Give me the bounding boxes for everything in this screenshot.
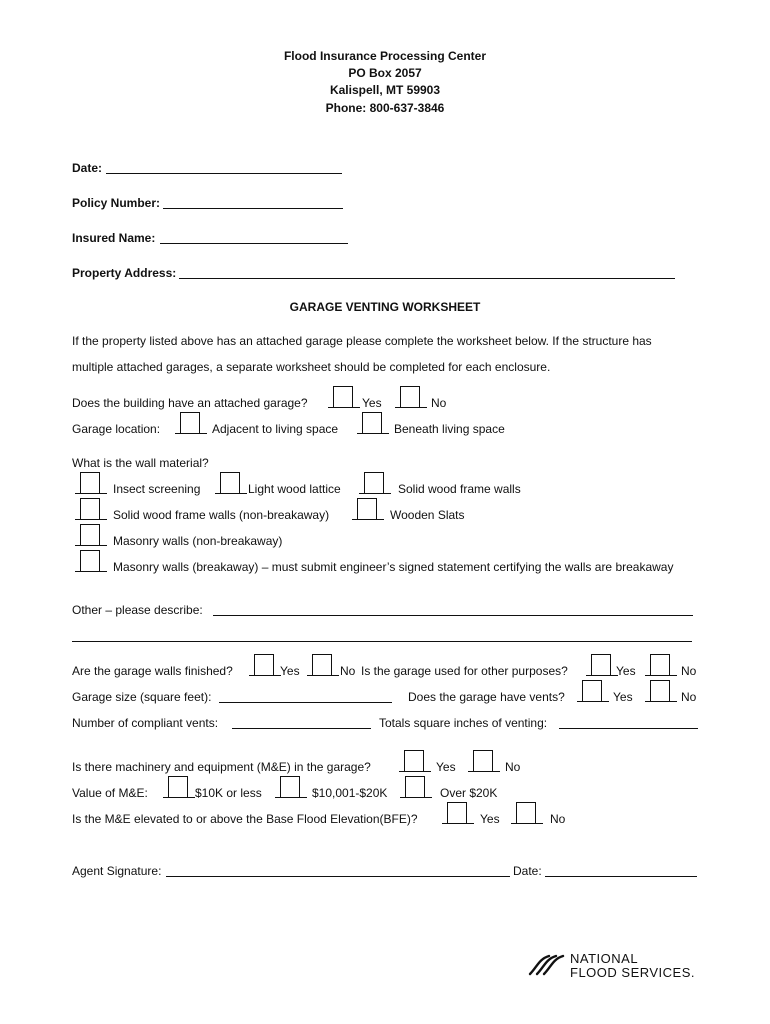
other-field-line-1[interactable] [213,615,693,616]
other-field-line-2[interactable] [72,641,692,642]
location-beneath-checkbox[interactable] [362,412,382,434]
machinery-question: Is there machinery and equipment (M&E) in the garage? [72,760,371,774]
wall-solid-checkbox[interactable] [364,472,384,494]
me-value-10k-checkbox[interactable] [168,776,188,798]
wall-material-question: What is the wall material? [72,456,209,470]
location-adjacent-checkbox[interactable] [180,412,200,434]
walls-finished-question: Are the garage walls finished? [72,664,233,678]
date-label: Date: [72,161,103,175]
insured-name-label: Insured Name: [72,231,156,245]
vents-yes-checkbox[interactable] [582,680,602,702]
date-field[interactable] [106,173,342,174]
compliant-vents-field[interactable] [232,728,371,729]
machinery-yes-checkbox[interactable] [404,750,424,772]
wall-slats-label: Wooden Slats [390,508,465,522]
bfe-yes-label: Yes [480,812,500,826]
attached-yes-checkbox[interactable] [333,386,353,408]
garage-size-label: Garage size (square feet): [72,690,212,704]
finished-no-checkbox[interactable] [312,654,332,676]
agent-signature-label: Agent Signature: [72,864,162,878]
finished-yes-checkbox[interactable] [254,654,274,676]
insured-name-field[interactable] [160,243,348,244]
wall-insect-label: Insect screening [113,482,201,496]
other-purposes-question: Is the garage used for other purposes? [361,664,568,678]
garage-location-label: Garage location: [72,422,161,436]
wall-insect-checkbox[interactable] [80,472,100,494]
wall-masonry-b-label: Masonry walls (breakaway) – must submit engineer’s signed statement certifying the walls are breakaway [113,560,674,574]
logo-line-1: NATIONAL [570,951,639,966]
wall-slats-checkbox[interactable] [357,498,377,520]
intro-line-2: multiple attached garages, a separate worksheet should be completed for each enclosure. [72,360,551,374]
header-line-3: Kalispell, MT 59903 [329,83,441,97]
policy-number-field[interactable] [163,208,343,209]
location-beneath-label: Beneath living space [394,422,505,436]
garage-size-field[interactable] [219,702,392,703]
header-line-4: Phone: 800-637-3846 [325,101,445,115]
attached-garage-question: Does the building have an attached garage? [72,396,308,410]
purposes-yes-checkbox[interactable] [591,654,611,676]
bfe-yes-checkbox[interactable] [447,802,467,824]
agent-signature-field[interactable] [166,876,510,877]
attached-no-label: No [431,396,447,410]
me-value-10k-label: $10K or less [195,786,262,800]
property-address-label: Property Address: [72,266,177,280]
bfe-question: Is the M&E elevated to or above the Base Flood Elevation(BFE)? [72,812,418,826]
wall-solid-nb-checkbox[interactable] [80,498,100,520]
me-value-20k-checkbox[interactable] [280,776,300,798]
header-line-2: PO Box 2057 [348,66,422,80]
me-value-over-label: Over $20K [440,786,498,800]
worksheet-title: GARAGE VENTING WORKSHEET [289,300,481,314]
logo-line-2: FLOOD SERVICES. [570,965,696,980]
other-label: Other – please describe: [72,603,203,617]
location-adjacent-label: Adjacent to living space [212,422,339,436]
bfe-no-label: No [550,812,566,826]
compliant-vents-label: Number of compliant vents: [72,716,219,730]
purposes-no-checkbox[interactable] [650,654,670,676]
national-flood-services-logo-icon [527,953,567,977]
property-address-field[interactable] [179,278,675,279]
wall-masonry-nb-label: Masonry walls (non-breakaway) [113,534,283,548]
vents-yes-label: Yes [613,690,633,704]
intro-line-1: If the property listed above has an attached garage please complete the worksheet below. If the structure has [72,334,652,348]
wall-solid-nb-label: Solid wood frame walls (non-breakaway) [113,508,330,522]
wall-lattice-label: Light wood lattice [248,482,341,496]
me-value-20k-label: $10,001-$20K [312,786,388,800]
me-value-label: Value of M&E: [72,786,148,800]
wall-masonry-nb-checkbox[interactable] [80,524,100,546]
finished-yes-label: Yes [280,664,300,678]
vents-no-checkbox[interactable] [650,680,670,702]
machinery-yes-label: Yes [436,760,456,774]
totals-venting-field[interactable] [559,728,698,729]
totals-venting-label: Totals square inches of venting: [379,716,548,730]
policy-number-label: Policy Number: [72,196,161,210]
me-value-over-checkbox[interactable] [405,776,425,798]
signature-date-label: Date: [513,864,542,878]
wall-masonry-b-checkbox[interactable] [80,550,100,572]
wall-solid-label: Solid wood frame walls [398,482,521,496]
attached-yes-label: Yes [362,396,382,410]
signature-date-field[interactable] [545,876,697,877]
attached-no-checkbox[interactable] [400,386,420,408]
vents-question: Does the garage have vents? [408,690,565,704]
machinery-no-checkbox[interactable] [473,750,493,772]
header-line-1: Flood Insurance Processing Center [283,49,487,63]
purposes-no-label: No [681,664,697,678]
bfe-no-checkbox[interactable] [516,802,536,824]
vents-no-label: No [681,690,697,704]
wall-lattice-checkbox[interactable] [220,472,240,494]
machinery-no-label: No [505,760,521,774]
purposes-yes-label: Yes [616,664,636,678]
finished-no-label: No [340,664,356,678]
